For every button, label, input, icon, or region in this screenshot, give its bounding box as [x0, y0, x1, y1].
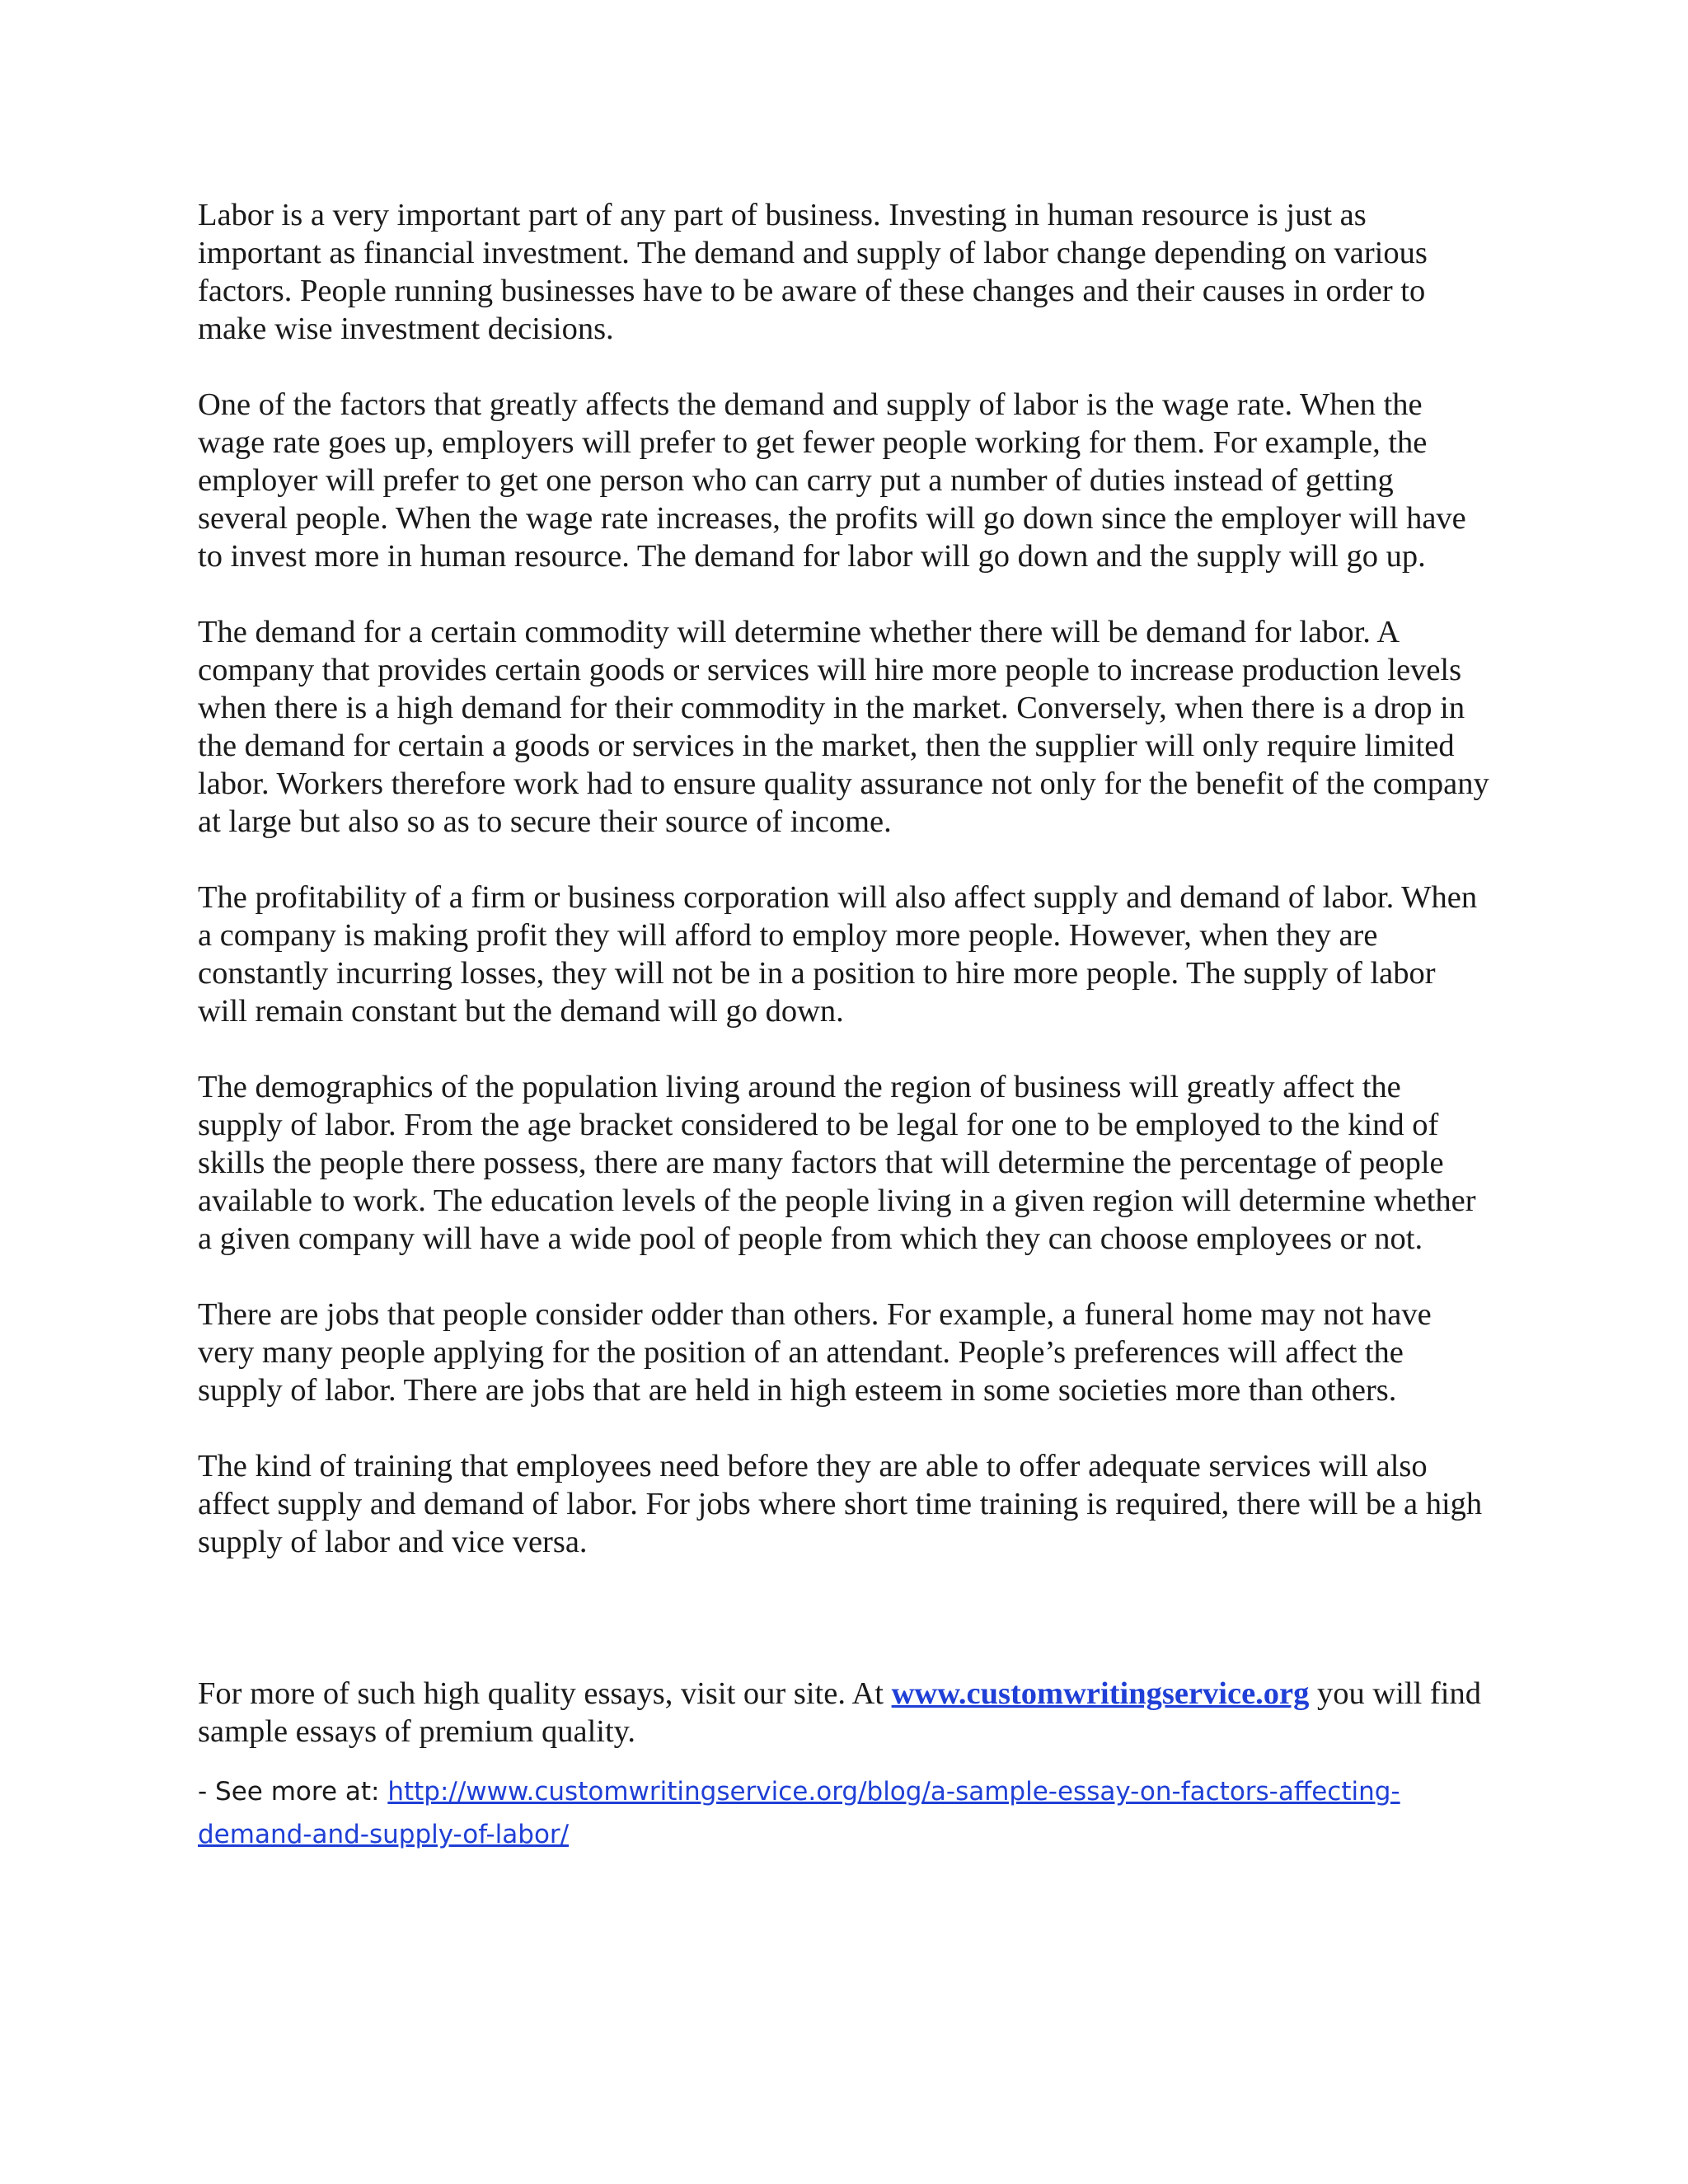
essay-paragraph-6: There are jobs that people consider odder than others. For example, a funeral home may not have very many people applying for the position of an attendant. People’s preferences will affect the supply of labor. There are jobs that are held in high esteem in some societies more than others.	[198, 1297, 1432, 1408]
essay-paragraph-7: The kind of training that employees need before they are able to offer adequate services will also affect supply and demand of labor. For jobs where short time training is required, there will be a high supply of labor and vice versa.	[198, 1449, 1483, 1559]
essay-paragraph-1: Labor is a very important part of any part of business. Investing in human resource is just as important as financial investment. The demand and supply of labor change depending on various factors. People running businesses have to be aware of these changes and their causes in order to make wise investment decisions.	[198, 198, 1428, 346]
promo-text-after: you will find sample essays of premium quality.	[198, 1676, 1481, 1749]
essay-paragraph-2: One of the factors that greatly affects the demand and supply of labor is the wage rate. When the wage rate goes up, employers will prefer to get fewer people working for them. For example, the employer will prefer to get one person who can carry put a number of duties instead of getting several people. When the wage rate increases, the profits will go down since the employer will have to invest more in human resource. The demand for labor will go down and the supply will go up.	[198, 387, 1466, 574]
essay-paragraph-5: The demographics of the population living around the region of business will greatly affect the supply of labor. From the age bracket considered to be legal for one to be employed to the kind of skills the people there possess, there are many factors that will determine the percentage of people available to work. The education levels of the people living in a given region will determine whether a given company will have a wide pool of people from which they can choose employees or not.	[198, 1070, 1476, 1256]
promo-site-link[interactable]: www.customwritingservice.org	[891, 1676, 1310, 1711]
essay-paragraph-3: The demand for a certain commodity will determine whether there will be demand for labor. A company that provides certain goods or services will hire more people to increase production levels when there is a high demand for their commodity in the market. Conversely, when there is a drop in the demand for certain a goods or services in the market, then the supplier will only require limited labor. Workers therefore work had to ensure quality assurance not only for the benefit of the company at large but also so as to secure their source of income.	[198, 615, 1489, 839]
see-more-link[interactable]: http://www.customwritingservice.org/blog/a-sample-essay-on-factors-affecting-demand-and-supply-of-labor/	[198, 1777, 1400, 1849]
essay-paragraph-4: The profitability of a firm or business corporation will also affect supply and demand of labor. When a company is making profit they will afford to employ more people. However, when they are constantly incurring losses, they will not be in a position to hire more people. The supply of labor will remain constant but the demand will go down.	[198, 880, 1478, 1029]
promo-text-before: For more of such high quality essays, visit our site. At	[198, 1676, 892, 1711]
promo-paragraph	[198, 1675, 1490, 1750]
see-more-line	[198, 1770, 1490, 1856]
see-more-prefix: - See more at:	[198, 1777, 388, 1807]
essay-body	[198, 196, 1490, 1856]
